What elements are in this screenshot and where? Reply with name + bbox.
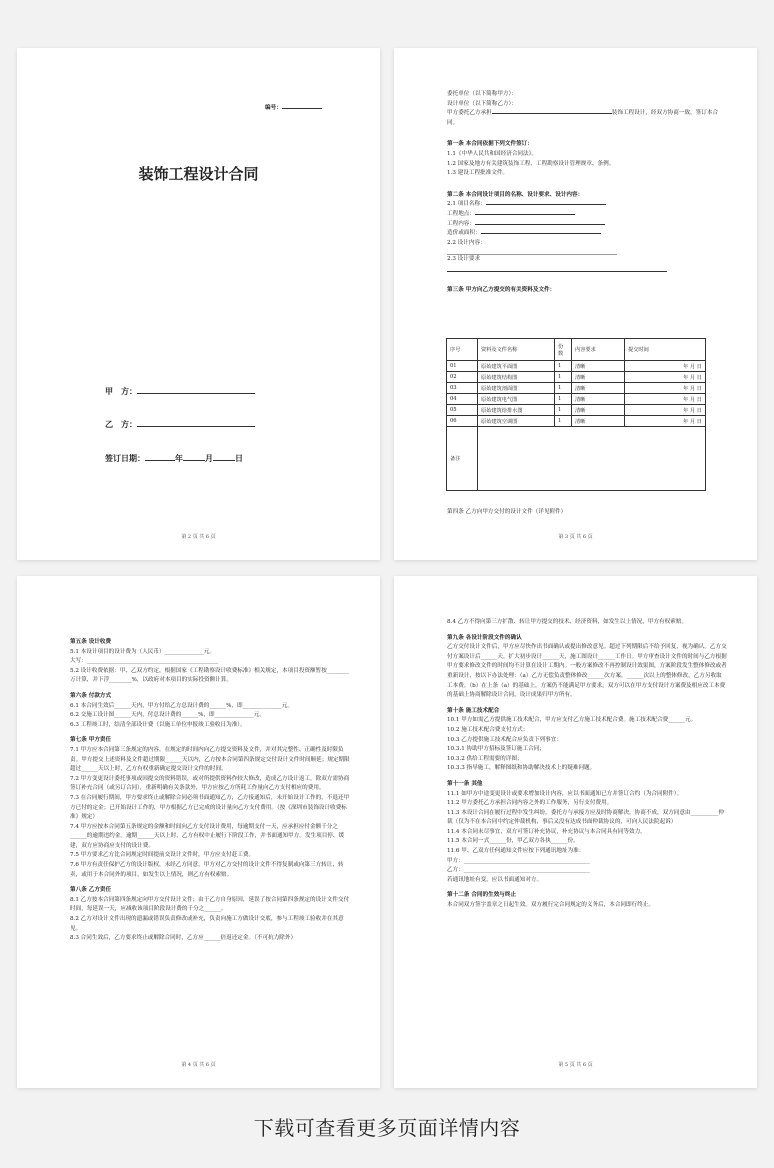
cell: 年 月 日 [625, 416, 706, 427]
paragraph: 6.2 交施工设计图______天内，付总设计费的______%，即______________元。 [70, 712, 265, 719]
contract-number-label: 编号： [265, 105, 282, 111]
section-2-title: 第二条 本合同设计项目的名称、设计要求、设计内容： [447, 191, 584, 198]
page-footer: 第 5 页 共 6 页 [558, 1062, 593, 1068]
paragraph: 8.4 乙方不得向第三方扩散、转让甲方提交的技术、经济资料，如发生以上情况，甲方有权索赔。 [447, 619, 688, 625]
table-row [447, 394, 706, 405]
cell: 05 [447, 405, 478, 416]
s2-item [447, 210, 727, 220]
paragraph: 11.6 甲、乙双方任何通知文件应按下列通讯地址为准： [447, 848, 585, 855]
section-4: 第四条 乙方向甲方交付的设计文件（详见附件） [447, 509, 567, 515]
cell: 原始建筑电气图 [478, 394, 555, 405]
cell: 清晰 [572, 383, 625, 394]
cell: 04 [447, 394, 478, 405]
cell: 1 [555, 416, 572, 427]
cell: 清晰 [572, 361, 625, 372]
cost-area-label: 造价或面积： [447, 230, 481, 237]
entrust-text: 甲方委托乙方承担 [447, 110, 492, 117]
entrust-line [447, 109, 727, 128]
paragraph: 乙方交付设计文件后，甲方应尽快作出书面确认或提出修改意见。超过下列期限后不给予回复，视为确认。乙方交付方案设计后______天，扩大初步设计______天，施工图设计______工作日。甲方审查设计文件的时间与乙方根据甲方要求修改文件的时间均不计算在设计工期内。一般方案修改不再控制设计效果图，方案阶段发生整体修改或者重新设计，按以下办法处理：（a）乙方无偿负责整体修改______次方案，______次以上的整体修改，乙方另收取工本费。（b）在上条（a）的基础上，方案仍不能满足甲方要求，双方可以在甲方支付设计方案费及相应改工本费的基础上协商解除设计合同，设计成果归甲方所有。 [447, 644, 727, 699]
download-caption: 下载可查看更多页面详情内容 [253, 1116, 521, 1140]
s1-item: 1.1《中华人民共和国经济合同法》。 [447, 150, 538, 157]
cell: 06 [447, 416, 478, 427]
paragraph: 11.4 本合同未尽事宜，双方可签订补充协议，补充协议与本合同具有同等效力。 [447, 828, 646, 835]
paragraph: 5.2 设计收费依据：甲、乙双方约定，根据国家《工程勘察设计收费标准》相关规定，本项目投资额暂按________万计算，并下浮________%，以政府对本项目的实际投资额计算。 [70, 667, 350, 684]
paragraph: 11.5 本合同一式______份，甲乙双方各执______份。 [447, 838, 579, 845]
paragraph: 11.2 甲方委托乙方承担合同内容之外的工作服务，另行支付费用。 [447, 800, 613, 807]
paragraph: 若通讯地址有变，应以书面通知对方。 [447, 876, 543, 883]
paragraph: 10.3 乙方提供施工技术配合应负责下列事宜： [447, 736, 562, 743]
paragraph: 5.1 本设计项目的设计费为（人民币）______________元。 [70, 648, 215, 655]
cell: 1 [555, 394, 572, 405]
cell: 清晰 [572, 405, 625, 416]
table-header-row [447, 339, 706, 361]
paragraph: 6.3 工程竣工时，结清全部设计费（以施工单位申报竣工验收日为准）。 [70, 721, 246, 728]
blank-line [447, 265, 667, 272]
cell: 年 月 日 [625, 394, 706, 405]
page-contract-4 [394, 576, 757, 1088]
cell: 1 [555, 372, 572, 383]
page-contract-2 [394, 48, 757, 560]
paragraph: 甲方：_____________________________________________ [447, 857, 590, 864]
paragraph: 7.1 甲方应本合同第三条规定的内容，在规定的时间内向乙方提交资料及文件，并对其完整性、正确性及时限负责。甲方提交上述资料及文件超过期限______天以内，乙方按本合同第四条规定交付设计文件时间顺延；规定期限超过______天以上时，乙方有权重新确定提交设计文件的时间。 [70, 746, 350, 773]
paragraph: 7.4 甲方应按本合同第五条规定的金额和时间向乙方支付设计费用，每逾期支付一天，应承担应付金额千分之______的逾期违约金。逾期______天以上时，乙方有权中止履行下阶段工作，并书面通知甲方。发生项目停、缓建，双方应协商应支付的设计费。 [70, 823, 345, 849]
col-requirement: 内容要求 [572, 339, 625, 361]
cell: 03 [447, 383, 478, 394]
party-a-label: 甲 方： [105, 386, 137, 396]
cell: 年 月 日 [625, 383, 706, 394]
contract-title: 装饰工程设计合同 [138, 165, 259, 183]
section-title: 第六条 付款方式 [70, 692, 112, 699]
cell: 01 [447, 361, 478, 372]
paragraph: 6.1 本合同生效后______天内，甲方付给乙方总设计费的______%，即______________元。 [70, 702, 293, 709]
col-name: 资料及文件名称 [478, 339, 555, 361]
s2-item [447, 229, 727, 239]
section-title: 第九条 各设计阶段文件的确认 [447, 634, 522, 641]
page3-body [70, 632, 350, 944]
party-a-row [105, 386, 255, 397]
table-row [447, 383, 706, 394]
table-row [447, 416, 706, 427]
section-title: 第八条 乙方责任 [70, 887, 112, 894]
page-cover [17, 48, 380, 560]
col-index: 序号 [447, 339, 478, 361]
table-row [447, 361, 706, 372]
paragraph: 乙方：_____________________________________________ [447, 867, 590, 874]
paragraph: 7.2 甲方变更设计委托事项或因提交的资料错误，或对所提供资料作较大修改，造成乙方设计返工，除双方需协商签订补充合同（或另订合同），重新明确有关条款外，甲方应按乙方所耗工作量向乙方支付相应的费用。 [70, 775, 350, 792]
s2-item [447, 200, 727, 210]
remark-row [447, 427, 706, 491]
table-row [447, 405, 706, 416]
design-requirement-label: 2.3 设计要求 [447, 256, 481, 263]
section-1-title: 第一条 本合同依据下列文件签订： [447, 141, 533, 148]
project-content-label: 工程内容： [447, 220, 475, 227]
paragraph: 7.3 在合同履行期间，甲方要求终止或解除合同必须书面通知乙方，乙方接通知后，未开始设计工作的，不退还甲方已付的定金；已开始设计工作的，甲方根据乙方已完成的设计量向乙方支付费用。（按《深圳市装饰设计收费标准》规定） [70, 794, 350, 821]
paragraph: 8.3 合同生效后，乙方要求终止或解除合同时，乙方应______倍返还定金。（不可抗力除外） [70, 935, 297, 942]
paragraph: 7.6 甲方有责任保护乙方的设计版权，未经乙方同意，甲方对乙方交付的设计文件不得复制或向第三方转让、转卖，或用于本合同外的项目，如发生以上情况，则乙方有权索赔。 [70, 862, 344, 878]
client-unit: 委托单位（以下简称甲方）： [447, 91, 517, 97]
paragraph: 8.2 乙方对设计文件出现的遗漏或错误负责修改或补充，负责向施工方做设计交底，参与工程竣工验收并在其意见。 [70, 916, 344, 932]
remark-cell [478, 427, 706, 491]
cell: 清晰 [572, 416, 625, 427]
project-name-label: 2.1 项目名称： [447, 201, 486, 208]
cell: 1 [555, 405, 572, 416]
col-time: 提交时间 [625, 339, 706, 361]
blank-line [447, 248, 617, 255]
cell: 年 月 日 [625, 405, 706, 416]
page-footer: 第 3 页 共 6 页 [558, 534, 593, 540]
section-title: 第十一条 其他 [447, 780, 483, 787]
paragraph: 8.1 乙方按本合同第四条规定向甲方交付设计文件；由于乙方自身原因，延误了按合同第四条规定的设计文件交付时间，每延误一天，应减收该项目阶段设计费的千分之______。 [70, 896, 350, 913]
remark-label: 备注 [447, 427, 478, 491]
col-copies: 份数 [555, 339, 572, 361]
page-footer: 第 4 页 共 6 页 [181, 1062, 216, 1068]
sign-date-label: 签订日期： [105, 453, 145, 463]
paragraph: 10.1 甲方如需乙方提供施工技术配合，甲方应支付乙方施工技术配合费。施工技术配合费______元。 [447, 717, 697, 724]
section-title: 第十二条 合同的生效与终止 [447, 892, 517, 899]
cell: 原始建筑空调图 [478, 416, 555, 427]
section-3-title: 第三条 甲方向乙方提交的有关资料及文件： [447, 286, 556, 293]
table-row [447, 372, 706, 383]
cell: 02 [447, 372, 478, 383]
cell: 1 [555, 361, 572, 372]
paragraph: 7.5 甲方要求乙方比合同规定时间提前交设计文件时，甲方应支付赶工费。 [70, 852, 255, 859]
section-title: 第七条 甲方责任 [70, 737, 112, 744]
s2-item [447, 255, 727, 265]
year-label: 年 [175, 453, 183, 463]
section-title: 第十条 施工技术配合 [447, 707, 500, 714]
paragraph: 10.3.2 供给工程需要的详图； [447, 755, 523, 762]
project-location-label: 工程地点： [447, 210, 475, 217]
party-b-label: 乙 方： [105, 419, 137, 429]
s2-item [447, 220, 727, 230]
cell: 清晰 [572, 394, 625, 405]
paragraph: 11.1 如甲方中途变更设计或要求增加设计内容，应以书面通知已方并签订合约（为合同附件）。 [447, 790, 683, 797]
paragraph: 大写：_______________________________________________ [70, 658, 219, 665]
page-footer: 第 2 页 共 6 页 [181, 534, 216, 540]
design-unit: 设计单位（以下简称乙方）： [447, 100, 517, 107]
cell: 原始建筑剖面图 [478, 383, 555, 394]
cell: 年 月 日 [625, 372, 706, 383]
s2-item [447, 239, 727, 249]
s1-item: 1.3 建设工程批准文件。 [447, 170, 509, 177]
s1-item: 1.2 国家及地方有关建筑装饰工程、工程勘察设计管理规章、条例。 [447, 160, 615, 167]
contract-number-row [265, 104, 322, 114]
design-content-label: 2.2 设计内容： [447, 239, 486, 246]
section-title: 第五条 设计收费 [70, 639, 112, 645]
paragraph: 10.2 施工技术配合费支付方式： [447, 726, 529, 733]
paragraph: 11.3 本设计合同在履行过程中发生纠纷，委托方与承接方应及时协商解决。协商不成，双方同意由__________仲裁（仅为不在本合同中约定仲裁机构，事后又没有达成书面仲裁协议的，可向人民法院起诉） [447, 809, 725, 826]
paragraph: 10.3.1 协助甲方招标及签订施工合同； [447, 746, 545, 753]
cell: 清晰 [572, 372, 625, 383]
sign-date-row [105, 453, 243, 464]
party-b-row [105, 419, 255, 430]
cell: 年 月 日 [625, 361, 706, 372]
cell: 原始建筑给排水图 [478, 405, 555, 416]
cell: 原始建筑平面图 [478, 361, 555, 372]
entrust-text-tail: 装饰工程设计，经双方协商一致，签订本合同。 [447, 110, 719, 126]
cell: 原始建筑结构图 [478, 372, 555, 383]
paragraph: 10.3.3 指导施工，解释图纸和协助解决技术上的疑难问题。 [447, 765, 596, 772]
page-contract-3 [17, 576, 380, 1088]
materials-table [446, 338, 706, 491]
month-label: 月 [205, 453, 213, 463]
page4-body [447, 618, 727, 911]
day-label: 日 [235, 453, 243, 463]
paragraph: 本合同双方签字盖章之日起生效。双方履行完合同规定的义务后，本合同即行终止。 [447, 902, 654, 909]
cell: 1 [555, 383, 572, 394]
page2-body [447, 90, 727, 296]
